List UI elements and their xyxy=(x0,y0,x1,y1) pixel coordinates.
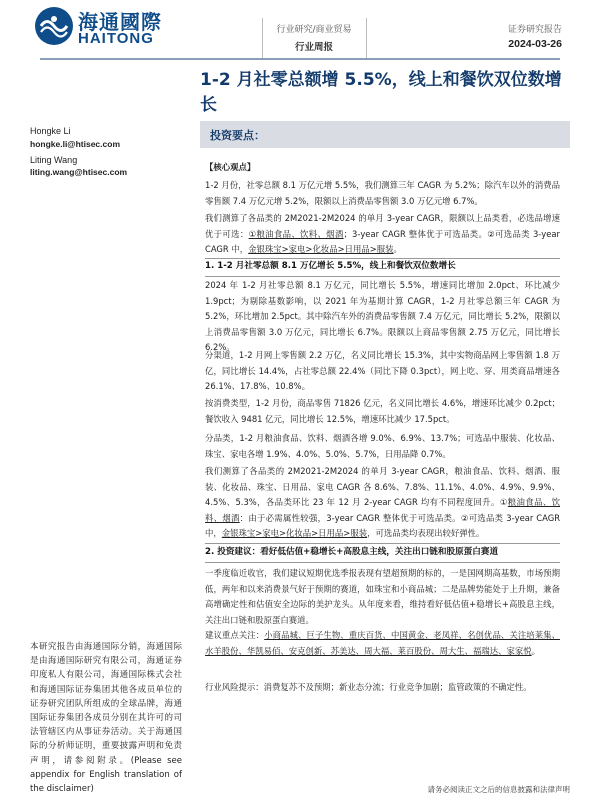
section-1-heading: 1. 1-2 月社零总额 8.1 万亿增长 5.5%，线上和餐饮双位数增长 xyxy=(205,261,456,271)
section-rule xyxy=(205,276,560,277)
author-email[interactable]: hongke.li@htisec.com xyxy=(30,139,121,149)
risk-warning-paragraph: 行业风险提示：消费复苏不及预期；新业态分流；行业竞争加剧；监管政策的不确定性。 xyxy=(205,682,532,692)
author-name: Hongke Li xyxy=(30,126,71,136)
channel-paragraph: 分渠道，1-2 月网上零售额 2.2 万亿，名义同比增长 15.3%，其中实物商品网上零售额 1.8 万亿，同比增长 14.4%，占社零总额 22.4%（同比下降 0.3pct），网上吃、穿、用类商品增速各 26.1%、17.8%、10.8%。 xyxy=(205,350,560,392)
logo-chinese-text: 海通國際 xyxy=(78,10,162,34)
section-rule xyxy=(205,562,560,563)
section-rule xyxy=(205,543,560,544)
cagr-paragraph: 我们测算了各品类的 2M2021-2M2024 的单月 3-year CAGR，限额以上品类看，必选品增速优于可选：①粮油食品、饮料、烟酒；3-year CAGR 整体优于可选品类。②可选品类 3-year CAGR 中，金银珠宝>家电>化妆品>日用品>服装。 xyxy=(205,213,560,255)
report-title: 1-2 月社零总额增 5.5%，线上和餐饮双位数增长 xyxy=(200,70,562,115)
report-date: 2024-03-26 xyxy=(508,38,562,50)
core-view-heading: 【核心观点】 xyxy=(205,162,256,172)
footer-disclosure: 请务必阅读正文之后的信息披露和法律声明 xyxy=(427,785,570,794)
author-name: Liting Wang xyxy=(30,155,78,165)
consumption-type-paragraph: 按消费类型，1-2 月份，商品零售 71826 亿元，名义同比增长 4.6%，增速环比减少 0.2pct；餐饮收入 9481 亿元，同比增长 12.5%，增速环比减少 17.5pct。 xyxy=(205,398,560,424)
disclaimer-note: 本研究报告由海通国际分销，海通国际是由海通国际研究有限公司，海通证券印度私人有限公司，海通国际株式会社和海通国际证券集团其他各成员单位的证券研究团队所组成的全球品牌，海通国际证券集团各成员分别在其许可的司法管辖区内从事证券活动。关于海通国际的分析师证明，重要披露声明和免责声明，请参阅附录。(Please see appendix for English translation of the disclaimer) xyxy=(30,642,182,795)
section-2-heading: 2. 投资建议：看好低估值+稳增长+高股息主线，关注出口链和股原蛋白赛道 xyxy=(205,547,499,557)
report-category: 行业研究/商业贸易 xyxy=(276,25,352,35)
header-divider xyxy=(366,18,367,58)
report-label: 证券研究报告 xyxy=(507,25,562,35)
key-points-bar xyxy=(200,121,570,148)
header-divider xyxy=(262,18,263,58)
investment-advice-paragraph: 一季度临近收官，我们建议短期优选季报表现有望超预期的标的，一是国网期高基数，市场预期低，两年和以来消费景气好于预期的赛道，如珠宝和小商品城；二是品牌势能处于上升期，兼备高增确定性和估值安全边际的美护龙头。从年度来看，维持看好低估值+稳增长+高股息主线，关注出口链和股原蛋白赛道。 xyxy=(205,568,560,625)
category-paragraph: 分品类，1-2 月粮油食品、饮料、烟酒各增 9.0%、6.9%、13.7%；可选品中服装、化妆品、珠宝、家电各增 1.9%、4.0%、5.0%、5.7%，日用品降 0.7%。 xyxy=(205,433,560,459)
author-email[interactable]: liting.wang@htisec.com xyxy=(30,167,128,177)
key-points-heading: 投资要点： xyxy=(210,129,265,142)
logo-english-text: HAITONG xyxy=(78,30,154,47)
header-rule xyxy=(40,58,560,60)
recommended-stocks-paragraph: 建议重点关注：小商品城、巨子生物、重庆百货、中国黄金、老凤祥、名创优品、关注培莱集、水羊股份、华凯易佰、安克创新、苏美达、周大福、莱百股份、周大生、福瑞达、家家悦。 xyxy=(205,630,561,656)
summary-paragraph: 1-2 月份，社零总额 8.1 万亿元增 5.5%，我们测算三年 CAGR 为 5.2%；除汽车以外的消费品零售额 7.4 万亿元增 5.2%，限额以上消费品零售额 3.0 万亿元增 6.7%。 xyxy=(205,180,560,206)
retail-total-paragraph: 2024 年 1-2 月社零总额 8.1 万亿元，同比增长 5.5%，增速同比增加 2.0pct、环比减少 1.9pct；为剔除基数影响，以 2021 年为基期计算 CAGR，1-2 月社零总额三年 CAGR 为 5.2%，环比增加 2.5pct。其中除汽车外的消费品零售额 7.4 万亿元，同比增长 5.2%，限额以上消费品零售额 3.0 万亿元，同比增长 6.7%。限额以上商品零售额 2.75 万亿元，同比增长 6.2%。 xyxy=(205,280,560,353)
category-cagr-paragraph: 我们测算了各品类的 2M2021-2M2024 的单月 3-year CAGR，粮油食品、饮料、烟酒、服装、化妆品、珠宝、日用品、家电 CAGR 各 8.6%、7.8%、11.1%、4.0%、4.9%、9.9%、4.5%、5.3%，各品类环比 23 年 12 月 2-year CAGR 均有不同程度回升。①粮油食品、饮料、烟酒：由于必需属性较强，3-year CAGR 整体优于可选品类。②可选品类 3-year CAGR 中，金银珠宝>家电>化妆品>日用品>服装，可选品类均表现出较好弹性。 xyxy=(205,466,561,539)
haitong-logo-icon xyxy=(35,7,73,45)
report-type: 行业周报 xyxy=(294,42,333,53)
